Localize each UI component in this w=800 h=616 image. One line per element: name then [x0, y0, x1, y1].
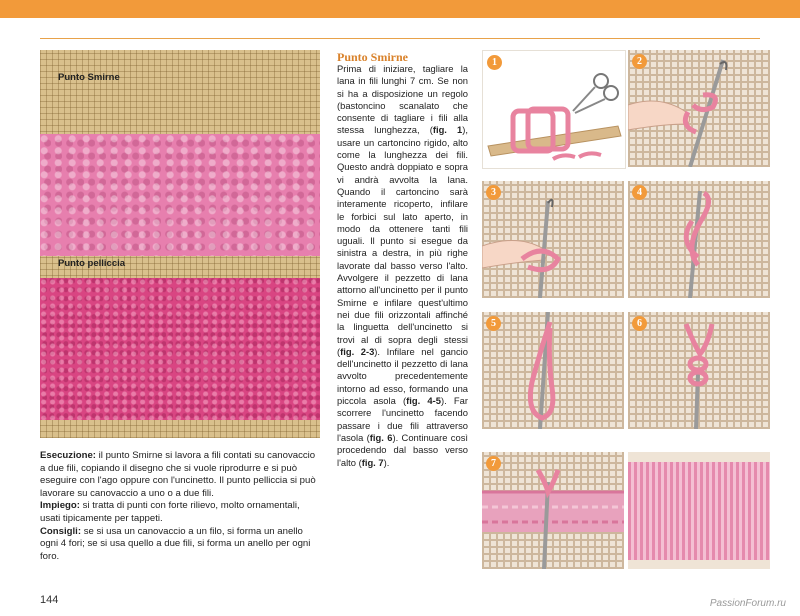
- fig-ref-1: fig. 1: [432, 124, 463, 136]
- body-part-4: ). Far scorrere l'uncinetto facendo passare i due fili attraverso l'asola (: [337, 395, 468, 443]
- body-part-3: ). Infilare nel gancio dell'uncinetto il pezzetto di lana avvolto precedentemente intorno ad esso, formando una piccola asola (: [337, 345, 468, 407]
- section-title: Punto Smirne: [337, 50, 409, 64]
- label-punto-smirne: Punto Smirne: [58, 72, 120, 83]
- figure-number: 6: [632, 316, 647, 331]
- fig-ref-7: fig. 7: [361, 456, 384, 468]
- crochet-loop-illustration: [482, 312, 624, 429]
- body-part-5: ). Continuare così procedendo dal basso verso l'alto (: [337, 431, 468, 468]
- knot-illustration: [628, 312, 770, 429]
- smirne-band: [40, 134, 320, 256]
- ruler-yarn-scissors-illustration: [483, 51, 625, 168]
- esecuzione-text: il punto Smirne si lavora a fili contati su canovaccio a due fili, copiando il disegno che si vuole riprodurre e si può eseguire con l'ago oppure con l'uncinetto. Il punto pelliccia si può lavorare su canovaccio a uno o a due fili.: [40, 450, 316, 499]
- header-rule: [40, 38, 760, 39]
- top-color-bar: [0, 0, 800, 18]
- figure-7: [482, 452, 624, 569]
- fig-ref-4-5: fig. 4-5: [406, 395, 441, 407]
- fig-ref-2-3: fig. 2-3: [340, 345, 375, 357]
- figure-number: 3: [486, 185, 501, 200]
- figure-number: 4: [632, 185, 647, 200]
- instructions-block: [40, 450, 322, 563]
- page-number: 144: [40, 594, 59, 606]
- crochet-loop-illustration: [628, 181, 770, 298]
- figure-6: [628, 312, 770, 429]
- figure-number: 7: [486, 456, 501, 471]
- consigli-paragraph: [40, 526, 322, 564]
- rows-of-knots-illustration: [482, 452, 624, 569]
- esecuzione-label: Esecuzione:: [40, 450, 96, 461]
- label-punto-pelliccia: Punto pelliccia: [58, 258, 126, 269]
- figure-4: [628, 181, 770, 298]
- section-body: [337, 63, 468, 469]
- fig-ref-6: fig. 6: [369, 431, 393, 443]
- impiego-paragraph: [40, 500, 322, 525]
- figure-8-finished-work: [628, 452, 770, 569]
- body-part-1: Prima di iniziare, tagliare la lana in fili lunghi 7 cm. Se non si ha a disposizione un regolo (bastoncino scanalato che consente di tagliare i fili alla stessa lunghezza, (: [337, 63, 468, 136]
- figure-number: 1: [487, 55, 502, 70]
- watermark: PassionForum.ru: [709, 598, 786, 609]
- figure-number: 2: [632, 54, 647, 69]
- figure-2: [628, 50, 770, 167]
- hand-crochet-illustration: [628, 50, 770, 167]
- stitch-photo: [40, 50, 320, 438]
- hand-crochet-illustration: [482, 181, 624, 298]
- impiego-text: si tratta di punti con forte rilievo, molto ornamentali, usati tipicamente per tappeti.: [40, 500, 300, 524]
- finished-pile-illustration: [628, 452, 770, 569]
- body-part-6: ).: [383, 456, 390, 468]
- consigli-label: Consigli:: [40, 525, 82, 537]
- impiego-label: Impiego:: [40, 500, 80, 512]
- esecuzione-paragraph: [40, 450, 322, 500]
- figure-5: [482, 312, 624, 429]
- figure-number: 5: [486, 316, 501, 331]
- figure-1: [482, 50, 626, 169]
- pelliccia-band: [40, 278, 320, 420]
- body-part-2: ), usare un cartoncino rigido, alto come la lunghezza dei fili. Questo andrà doppiato e sopra vi andrà avvolta la lana. Quando il cartoncino sarà interamente ricoperto, infilare le forbici sul lato aperto, in modo da ottenere tanti fili uguali. Il punto si esegue da sinistra a destra, in più righe lavorate dal basso verso l'alto. Avvolgere il pezzetto di lana attorno all'uncinetto per il punto Smirne e infilare quest'ultimo nei due fili orizzontali affinché la linguetta dell'uncinetto si trovi al di sopra degli stessi (: [337, 124, 468, 357]
- figure-3: [482, 181, 624, 298]
- consigli-text: se si usa un canovaccio a un filo, si forma un anello ogni 4 fori; se si usa quello a due fili, si forma un anello per ogni foro.: [40, 525, 311, 562]
